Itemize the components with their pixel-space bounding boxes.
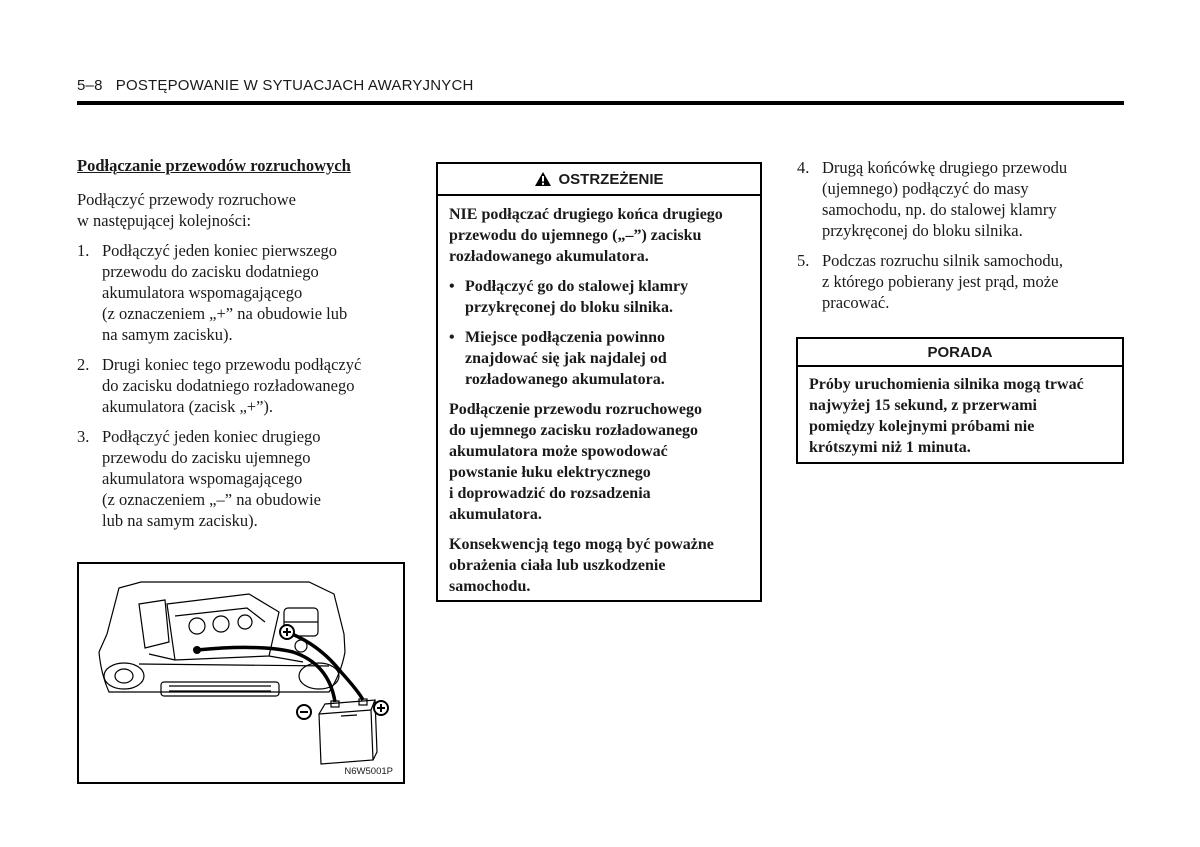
tip-body	[798, 367, 1122, 458]
warning-line: powstanie łuku elektrycznego	[449, 464, 651, 481]
step-item	[797, 250, 1127, 313]
step-item	[77, 426, 407, 531]
warning-line: przykręconej do bloku silnika.	[465, 299, 674, 316]
warning-line: samochodu.	[449, 578, 531, 595]
warning-bullet-item	[449, 327, 750, 390]
bullet-icon: •	[449, 329, 455, 346]
step-line: samochodu, np. do stalowej klamry	[822, 200, 1057, 219]
page-number: 5–8	[77, 77, 103, 94]
warning-paragraph	[449, 204, 750, 267]
step-line: Podczas rozruchu silnik samochodu,	[822, 251, 1064, 270]
warning-line: Konsekwencją tego mogą być poważne	[449, 536, 714, 553]
tip-line: Próby uruchomienia silnika mogą trwać	[809, 376, 1084, 393]
warning-line: akumulatora.	[449, 506, 542, 523]
step-line: akumulatora wspomagającego	[102, 283, 303, 302]
steps-list-left	[77, 240, 407, 531]
step-number: 1.	[77, 241, 90, 260]
step-line: Podłączyć jeden koniec drugiego	[102, 427, 321, 446]
warning-body	[438, 196, 760, 597]
step-line: przykręconej do bloku silnika.	[822, 221, 1023, 240]
figure-code: N6W5001P	[344, 766, 393, 777]
intro-line: w następującej kolejności:	[77, 211, 252, 230]
warning-box	[436, 162, 762, 602]
right-column	[797, 157, 1127, 322]
warning-line: rozładowanego akumulatora.	[449, 248, 649, 265]
warning-triangle-icon	[534, 171, 552, 187]
step-number: 2.	[77, 355, 90, 374]
tip-line: pomiędzy kolejnymi próbami nie	[809, 418, 1035, 435]
positive-terminal-icon	[374, 701, 388, 715]
step-number: 5.	[797, 251, 810, 270]
negative-terminal-icon	[297, 705, 311, 719]
warning-line: rozładowanego akumulatora.	[465, 371, 665, 388]
step-number: 3.	[77, 427, 90, 446]
warning-line: znajdować się jak najdalej od	[465, 350, 667, 367]
warning-line: NIE podłączać drugiego końca drugiego	[449, 206, 723, 223]
step-line: Podłączyć jeden koniec pierwszego	[102, 241, 338, 260]
warning-paragraph	[449, 534, 750, 597]
step-line: lub na samym zacisku).	[102, 511, 258, 530]
step-item	[77, 240, 407, 345]
header-rule	[77, 101, 1124, 105]
warning-line: Podłączyć go do stalowej klamry	[465, 278, 689, 295]
positive-terminal-icon	[280, 625, 294, 639]
step-line: akumulatora (zacisk „+”).	[102, 397, 274, 416]
step-line: (z oznaczeniem „–” na obudowie	[102, 490, 321, 509]
step-number: 4.	[797, 158, 810, 177]
warning-paragraph	[449, 399, 750, 525]
warning-header	[438, 164, 760, 196]
step-item	[77, 354, 407, 417]
step-line: z którego pobierany jest prąd, może	[822, 272, 1059, 291]
step-line: pracować.	[822, 293, 890, 312]
step-line: (ujemnego) podłączyć do masy	[822, 179, 1029, 198]
step-line: Drugą końcówkę drugiego przewodu	[822, 158, 1068, 177]
warning-bullets	[449, 276, 750, 390]
step-line: akumulatora wspomagającego	[102, 469, 303, 488]
warning-line: akumulatora może spowodować	[449, 443, 668, 460]
step-line: przewodu do zacisku dodatniego	[102, 262, 319, 281]
warning-line: przewodu do ujemnego („–”) zacisku	[449, 227, 702, 244]
tip-line: krótszymi niż 1 minuta.	[809, 439, 971, 456]
warning-title: OSTRZEŻENIE	[558, 170, 664, 188]
chapter-title: POSTĘPOWANIE W SYTUACJACH AWARYJNYCH	[115, 77, 474, 94]
warning-line: obrażenia ciała lub uszkodzenie	[449, 557, 666, 574]
engine-bay-figure	[77, 562, 405, 784]
warning-bullet-item	[449, 276, 750, 318]
step-line: (z oznaczeniem „+” na obudowie lub	[102, 304, 348, 323]
engine-bay-illustration	[79, 564, 403, 782]
step-line: na samym zacisku).	[102, 325, 233, 344]
tip-header: PORADA	[798, 339, 1122, 367]
step-line: Drugi koniec tego przewodu podłączyć	[102, 355, 362, 374]
step-line: przewodu do zacisku ujemnego	[102, 448, 311, 467]
step-line: do zacisku dodatniego rozładowanego	[102, 376, 355, 395]
left-column	[77, 155, 407, 540]
tip-line: najwyżej 15 sekund, z przerwami	[809, 397, 1037, 414]
step-item	[797, 157, 1127, 241]
tip-box	[796, 337, 1124, 464]
warning-line: Podłączenie przewodu rozruchowego	[449, 401, 702, 418]
warning-line: do ujemnego zacisku rozładowanego	[449, 422, 699, 439]
intro-line: Podłączyć przewody rozruchowe	[77, 190, 296, 209]
warning-line: Miejsce podłączenia powinno	[465, 329, 665, 346]
steps-list-right	[797, 157, 1127, 313]
warning-line: i doprowadzić do rozsadzenia	[449, 485, 651, 502]
intro-paragraph	[77, 189, 407, 231]
page-header	[77, 77, 474, 94]
bullet-icon: •	[449, 278, 455, 295]
section-title: Podłączanie przewodów rozruchowych	[77, 156, 351, 175]
